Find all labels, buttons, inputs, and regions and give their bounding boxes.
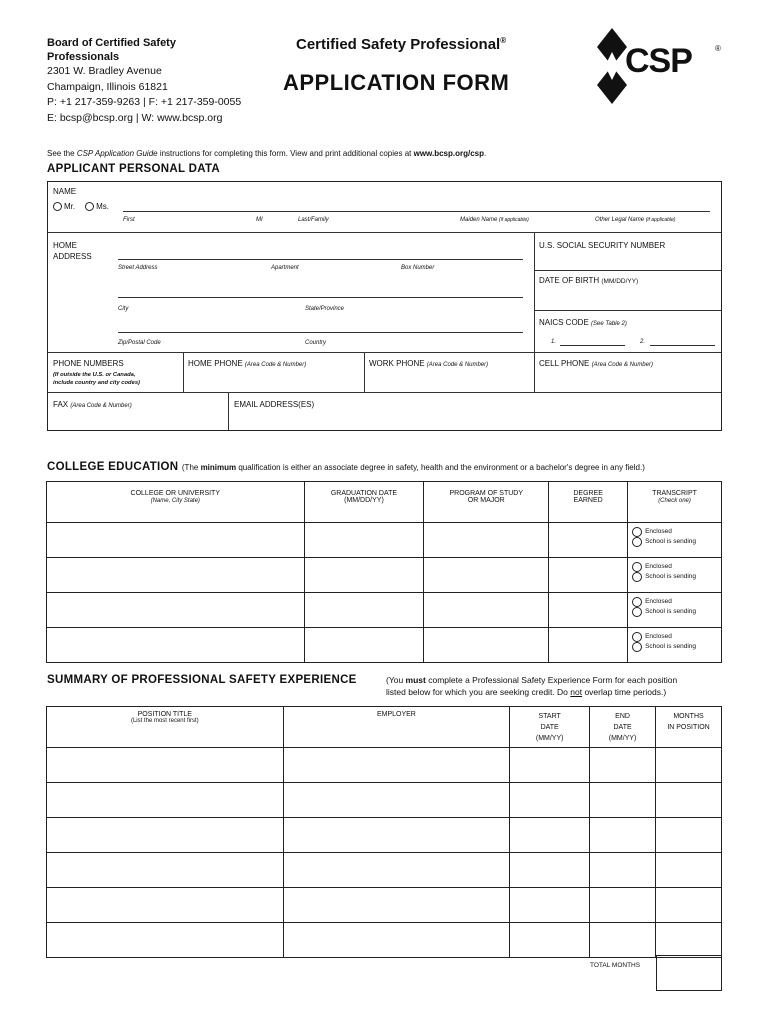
end-cell[interactable]: [590, 923, 656, 958]
experience-row: [47, 783, 722, 818]
col-degree: DEGREE EARNED: [549, 482, 628, 523]
zip-caption: Zip/Postal Code: [118, 340, 161, 346]
state-caption: State/Province: [305, 306, 345, 312]
education-table: [46, 481, 722, 663]
city-caption: City: [118, 306, 129, 312]
name-input-line[interactable]: [123, 211, 710, 212]
school-sending-radio[interactable]: [632, 572, 642, 582]
months-cell[interactable]: [656, 853, 722, 888]
col-start-date: START DATE (MM/YY): [510, 707, 590, 748]
position-cell[interactable]: [47, 748, 284, 783]
degree-cell[interactable]: [549, 558, 628, 593]
org-email-web: E: bcsp@bcsp.org | W: www.bcsp.org: [47, 111, 223, 124]
street-caption: Street Address: [118, 265, 158, 271]
enclosed-radio[interactable]: [632, 632, 642, 642]
experience-note: (You must complete a Professional Safety Experience Form for each position listed below for which you are seeking credit. Do not overlap time periods.): [386, 675, 678, 697]
months-cell[interactable]: [656, 783, 722, 818]
employer-cell[interactable]: [283, 748, 510, 783]
experience-row: [47, 888, 722, 923]
education-heading-block: [47, 461, 645, 473]
education-note: (The minimum qualification is either an associate degree in safety, health and the environment or a bachelor's degree in any field.): [181, 463, 645, 472]
program-cell[interactable]: [424, 593, 549, 628]
naics-2-label: 2.: [640, 339, 646, 345]
mi-caption: MI: [256, 217, 263, 223]
email-field[interactable]: EMAIL ADDRESS(ES): [234, 400, 315, 409]
box-number-caption: Box Number: [401, 265, 435, 271]
education-heading: COLLEGE EDUCATION: [47, 461, 179, 473]
transcript-cell: Enclosed School is sending: [628, 523, 722, 558]
org-address-1: 2301 W. Bradley Avenue: [47, 65, 162, 77]
employer-cell[interactable]: [283, 783, 510, 818]
last-name-caption: Last/Family: [298, 217, 329, 223]
end-cell[interactable]: [590, 783, 656, 818]
naics-2-input[interactable]: [650, 345, 715, 346]
phone-numbers-label: PHONE NUMBERS: [53, 359, 124, 368]
naics-1-label: 1.: [551, 339, 557, 345]
intro-instructions: See the CSP Application Guide instructions for completing this form. View and print additional copies at www.bcsp.org/csp.: [47, 149, 487, 158]
org-phone: P: +1 217-359-9263 | F: +1 217-359-0055: [47, 96, 242, 108]
start-cell[interactable]: [510, 853, 590, 888]
enclosed-radio[interactable]: [632, 527, 642, 537]
transcript-cell: Enclosed School is sending: [628, 628, 722, 663]
col-position-title: POSITION TITLE (List the most recent first): [47, 707, 284, 748]
personal-data-box: [47, 181, 722, 431]
degree-cell[interactable]: [549, 523, 628, 558]
program-cell[interactable]: [424, 628, 549, 663]
transcript-cell: Enclosed School is sending: [628, 593, 722, 628]
position-cell[interactable]: [47, 783, 284, 818]
graduation-cell[interactable]: [304, 523, 424, 558]
graduation-cell[interactable]: [304, 593, 424, 628]
position-cell[interactable]: [47, 818, 284, 853]
program-cell[interactable]: [424, 523, 549, 558]
org-address-2: Champaign, Illinois 61821: [47, 80, 168, 93]
graduation-cell[interactable]: [304, 558, 424, 593]
degree-cell[interactable]: [549, 628, 628, 663]
country-caption: Country: [305, 340, 327, 346]
months-cell[interactable]: [656, 818, 722, 853]
certification-title: Certified Safety Professional®: [296, 36, 507, 53]
education-row: [47, 628, 722, 663]
education-row: [47, 523, 722, 558]
bcsp-link[interactable]: www.bcsp.org/csp: [413, 149, 484, 158]
first-name-caption: First: [123, 217, 135, 223]
start-cell[interactable]: [510, 888, 590, 923]
maiden-name-caption: Maiden Name (if applicable): [460, 217, 529, 223]
apartment-caption: Apartment: [271, 265, 299, 271]
months-cell[interactable]: [656, 748, 722, 783]
education-row: [47, 593, 722, 628]
end-cell[interactable]: [590, 888, 656, 923]
ms-radio[interactable]: [85, 202, 94, 211]
phone-note: (If outside the U.S. or Canada, include country and city codes): [53, 372, 140, 386]
work-phone-field[interactable]: WORK PHONE (Area Code & Number): [369, 359, 489, 368]
fax-field[interactable]: FAX (Area Code & Number): [53, 400, 132, 409]
logo-registered-mark: ®: [715, 44, 721, 53]
enclosed-radio[interactable]: [632, 597, 642, 607]
experience-row: [47, 853, 722, 888]
college-cell[interactable]: [47, 523, 305, 558]
street-input-line[interactable]: [118, 259, 523, 260]
start-cell[interactable]: [510, 748, 590, 783]
degree-cell[interactable]: [549, 593, 628, 628]
end-cell[interactable]: [590, 818, 656, 853]
name-label: NAME: [53, 187, 77, 196]
graduation-cell[interactable]: [304, 628, 424, 663]
end-cell[interactable]: [590, 853, 656, 888]
ms-label: Ms.: [96, 202, 109, 211]
position-cell[interactable]: [47, 853, 284, 888]
end-cell[interactable]: [590, 748, 656, 783]
start-cell[interactable]: [510, 818, 590, 853]
zip-input-line[interactable]: [118, 332, 523, 333]
education-row: [47, 558, 722, 593]
col-months: MONTHS IN POSITION: [656, 707, 722, 748]
experience-row: [47, 923, 722, 958]
start-cell[interactable]: [510, 923, 590, 958]
city-input-line[interactable]: [118, 297, 523, 298]
position-cell[interactable]: [47, 923, 284, 958]
position-cell[interactable]: [47, 888, 284, 923]
experience-row: [47, 748, 722, 783]
college-cell[interactable]: [47, 593, 305, 628]
naics-label: NAICS CODE (See Table 2): [539, 318, 627, 327]
employer-cell[interactable]: [283, 818, 510, 853]
home-phone-field[interactable]: HOME PHONE (Area Code & Number): [188, 359, 307, 368]
experience-row: [47, 818, 722, 853]
diamond-logo-icon: [597, 28, 627, 104]
other-legal-name-caption: Other Legal Name (if applicable): [595, 217, 676, 223]
ssn-label: U.S. SOCIAL SECURITY NUMBER: [539, 241, 666, 250]
program-cell[interactable]: [424, 558, 549, 593]
total-months-label: TOTAL MONTHS: [590, 962, 641, 969]
mr-radio[interactable]: [53, 202, 62, 211]
employer-cell[interactable]: [283, 923, 510, 958]
employer-cell[interactable]: [283, 853, 510, 888]
months-cell[interactable]: [656, 923, 722, 958]
personal-data-heading: APPLICANT PERSONAL DATA: [47, 163, 221, 175]
experience-heading: SUMMARY OF PROFESSIONAL SAFETY EXPERIENCE: [47, 674, 357, 686]
employer-cell[interactable]: [283, 888, 510, 923]
col-college: COLLEGE OR UNIVERSITY (Name, City State): [47, 482, 305, 523]
naics-1-input[interactable]: [560, 345, 625, 346]
col-program: PROGRAM OF STUDY OR MAJOR: [424, 482, 549, 523]
col-employer: EMPLOYER: [283, 707, 510, 748]
start-cell[interactable]: [510, 783, 590, 818]
form-title: APPLICATION FORM: [283, 70, 510, 95]
csp-logo-text: CSP: [625, 42, 692, 80]
total-months-input[interactable]: [656, 955, 722, 991]
dob-label: DATE OF BIRTH (MM/DD/YY): [539, 276, 639, 285]
transcript-cell: Enclosed School is sending: [628, 558, 722, 593]
college-cell[interactable]: [47, 628, 305, 663]
cell-phone-field[interactable]: CELL PHONE (Area Code & Number): [539, 359, 653, 368]
months-cell[interactable]: [656, 888, 722, 923]
mr-label: Mr.: [64, 202, 76, 211]
col-end-date: END DATE (MM/YY): [590, 707, 656, 748]
school-sending-radio[interactable]: [632, 607, 642, 617]
organization-block: [47, 36, 241, 126]
home-address-label: HOME ADDRESS: [53, 241, 92, 261]
org-name: Board of Certified Safety Professionals: [47, 37, 176, 63]
col-graduation: GRADUATION DATE (MM/DD/YY): [304, 482, 424, 523]
col-transcript: TRANSCRIPT (Check one): [628, 482, 722, 523]
school-sending-radio[interactable]: [632, 537, 642, 547]
college-cell[interactable]: [47, 558, 305, 593]
school-sending-radio[interactable]: [632, 642, 642, 652]
experience-table: [46, 706, 722, 958]
enclosed-radio[interactable]: [632, 562, 642, 572]
